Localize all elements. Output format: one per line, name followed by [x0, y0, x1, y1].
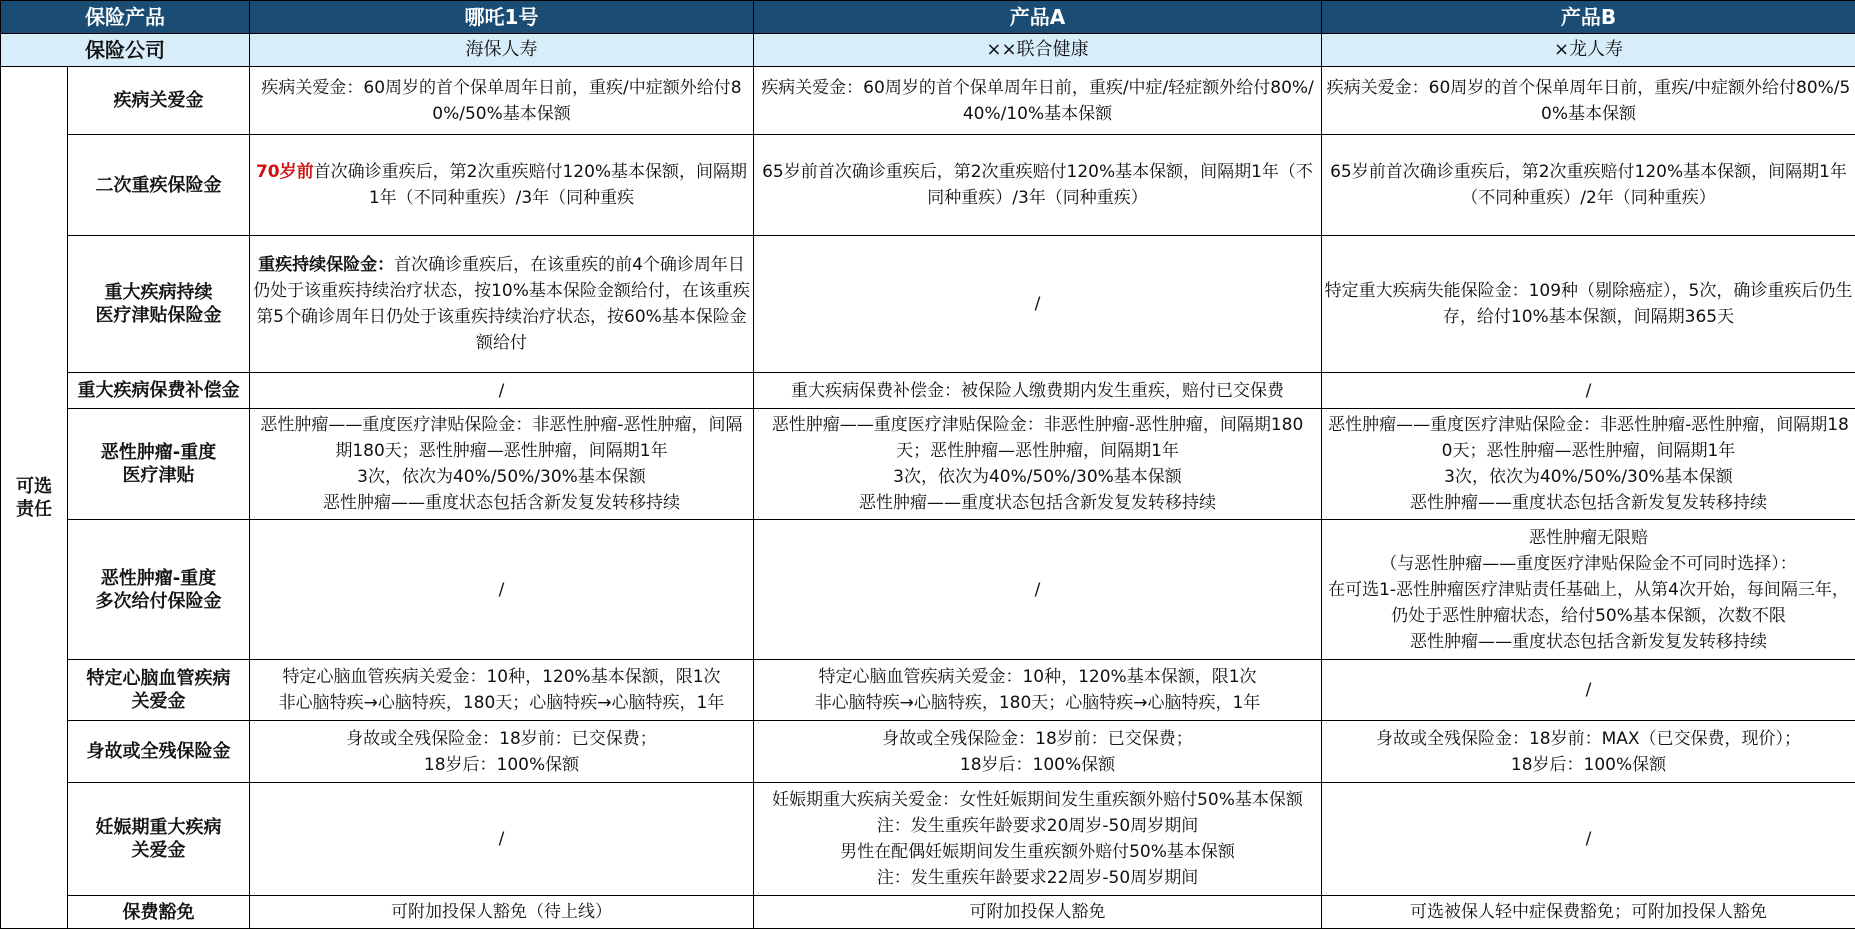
benefit-detail-cell: [754, 896, 1322, 929]
detail-line: 特定心脑血管疾病关爱金：10种，120%基本保额，限1次: [282, 667, 721, 687]
company-name: ××联合健康: [754, 34, 1322, 67]
header-row: [1, 1, 1855, 34]
benefit-label-line: 妊娠期重大疾病: [95, 817, 222, 838]
benefit-label-line: 二次重疾保险金: [95, 174, 222, 196]
detail-line: 非心脑特疾→心脑特疾，180天；心脑特疾→心脑特疾，1年: [278, 693, 725, 713]
detail-line: 恶性肿瘤——重度状态包括含新发复发转移持续: [1410, 631, 1767, 652]
detail-line: /: [1585, 680, 1592, 700]
detail-line: /: [1585, 829, 1592, 849]
detail-line: 恶性肿瘤——重度医疗津贴保险金：非恶性肿瘤-恶性肿瘤，间隔期180天；恶性肿瘤—恶性肿瘤，间隔期1年: [771, 415, 1304, 461]
benefit-label: [68, 783, 250, 896]
benefit-detail-cell: [1322, 135, 1855, 236]
benefit-detail-cell: [250, 236, 754, 373]
detail-line: 可附加投保人豁免（待上线）: [391, 902, 612, 922]
detail-line: 重大疾病保费补偿金：被保险人缴费期内发生重疾，赔付已交保费: [791, 380, 1284, 401]
benefit-detail-cell: [754, 409, 1322, 520]
benefit-row: [1, 783, 1855, 896]
benefit-detail-cell: [250, 660, 754, 721]
detail-line: [252, 252, 751, 356]
detail-line: 非心脑特疾→心脑特疾，180天；心脑特疾→心脑特疾，1年: [814, 693, 1261, 713]
detail-line: 18岁后：100%保额: [959, 754, 1116, 775]
detail-line: /: [498, 579, 505, 600]
benefit-detail-cell: [250, 520, 754, 660]
detail-line: 3次，依次为40%/50%/30%基本保额: [1444, 467, 1733, 487]
detail-line: /: [1034, 294, 1041, 314]
detail-line: 男性在配偶妊娠期间发生重疾额外赔付50%基本保额: [840, 842, 1235, 862]
detail-line: 65岁前首次确诊重疾后，第2次重疾赔付120%基本保额，间隔期1年（不同种重疾）/2年（同种重疾）: [1330, 162, 1847, 208]
benefit-detail-cell: [1322, 721, 1855, 783]
header-label: 保险产品: [1, 1, 250, 34]
benefit-row: [1, 660, 1855, 721]
product-name: 哪吒1号: [250, 1, 754, 34]
detail-line: 注：发生重疾年龄要求20周岁-50周岁期间: [876, 816, 1199, 836]
benefit-row: [1, 67, 1855, 135]
detail-title: 重疾持续保险金：: [258, 255, 395, 275]
benefit-detail-cell: [250, 783, 754, 896]
benefit-label-line: 保费豁免: [122, 901, 195, 923]
benefit-label-line: 关爱金: [131, 840, 186, 861]
benefit-detail-cell: [754, 721, 1322, 783]
detail-line: 在可选1-恶性肿瘤医疗津贴责任基础上，从第4次开始，每间隔三年，仍处于恶性肿瘤状态，给付50%基本保额，次数不限: [1328, 579, 1849, 626]
benefit-detail-cell: [1322, 520, 1855, 660]
company-name: ×龙人寿: [1322, 34, 1855, 67]
detail-line: 3次，依次为40%/50%/30%基本保额: [357, 467, 646, 487]
group-label: [1, 67, 68, 929]
benefit-detail-cell: [1322, 896, 1855, 929]
detail-line: /: [498, 380, 505, 401]
benefit-detail-cell: [754, 236, 1322, 373]
benefit-detail-cell: [754, 373, 1322, 409]
benefit-row: [1, 520, 1855, 660]
benefit-detail-cell: [250, 67, 754, 135]
benefit-row: [1, 896, 1855, 929]
detail-line: 妊娠期重大疾病关爱金：女性妊娠期间发生重疾额外赔付50%基本保额: [772, 790, 1303, 810]
detail-line: 恶性肿瘤——重度状态包括含新发复发转移持续: [323, 493, 680, 513]
benefit-label: [68, 236, 250, 373]
detail-line: 可选被保人轻中症保费豁免；可附加投保人豁免: [1410, 902, 1767, 922]
detail-line: 18岁后：100%保额: [423, 754, 580, 775]
detail-line: /: [1034, 579, 1041, 600]
benefit-detail-cell: [1322, 67, 1855, 135]
detail-line: 疾病关爱金：60周岁的首个保单周年日前，重疾/中症额外给付80%/50%基本保额: [1326, 77, 1851, 124]
detail-line: 特定心脑血管疾病关爱金：10种，120%基本保额，限1次: [818, 667, 1257, 687]
benefit-label-line: 医疗津贴: [122, 465, 195, 486]
benefit-label: [68, 721, 250, 783]
benefit-label-line: 恶性肿瘤-重度: [100, 442, 217, 463]
detail-line: 特定重大疾病失能保险金：109种（剔除癌症），5次，确诊重疾后仍生存，给付10%基本保额，间隔期365天: [1324, 281, 1853, 327]
detail-line: 恶性肿瘤——重度医疗津贴保险金：非恶性肿瘤-恶性肿瘤，间隔期180天；恶性肿瘤—恶性肿瘤，间隔期1年: [260, 415, 743, 461]
benefit-row: [1, 409, 1855, 520]
detail-line: [252, 159, 751, 211]
benefit-label-line: 重大疾病持续: [104, 282, 213, 303]
benefit-label: [68, 409, 250, 520]
benefit-label: [68, 373, 250, 409]
benefit-detail-cell: [1322, 409, 1855, 520]
benefit-row: [1, 236, 1855, 373]
group-label-line: 责任: [16, 498, 52, 520]
benefit-label-line: 疾病关爱金: [113, 90, 204, 111]
benefit-label-line: 身故或全残保险金: [86, 741, 231, 762]
benefit-detail-cell: [250, 721, 754, 783]
benefit-detail-cell: [250, 409, 754, 520]
benefit-detail-cell: [1322, 373, 1855, 409]
product-name: 产品B: [1322, 1, 1855, 34]
benefit-detail-cell: [1322, 236, 1855, 373]
group-label-line: 可选: [16, 475, 52, 497]
detail-line: 注：发生重疾年龄要求22周岁-50周岁期间: [876, 868, 1199, 888]
benefit-detail-cell: [1322, 660, 1855, 721]
benefit-label: [68, 660, 250, 721]
benefit-row: [1, 721, 1855, 783]
benefit-label-line: 多次给付保险金: [95, 590, 222, 612]
detail-line: 可附加投保人豁免: [969, 902, 1106, 922]
benefit-label-line: 特定心脑血管疾病: [86, 668, 231, 689]
detail-line: 身故或全残保险金：18岁前：MAX（已交保费，现价）；: [1375, 728, 1802, 749]
detail-line: /: [1585, 380, 1592, 401]
detail-line: 恶性肿瘤无限赔: [1529, 527, 1648, 548]
benefit-row: [1, 135, 1855, 236]
detail-line: 疾病关爱金：60周岁的首个保单周年日前，重疾/中症额外给付80%/50%基本保额: [261, 77, 742, 124]
detail-text: 首次确诊重疾后，在该重疾的前4个确诊周年日仍处于该重疾持续治疗状态，按10%基本保险金额给付，在该重疾第5个确诊周年日仍处于该重疾持续治疗状态，按60%基本保险金额给付: [253, 255, 750, 353]
benefit-detail-cell: [250, 896, 754, 929]
company-label: 保险公司: [1, 34, 250, 67]
benefit-detail-cell: [754, 660, 1322, 721]
benefit-detail-cell: [1322, 783, 1855, 896]
detail-line: 恶性肿瘤——重度状态包括含新发复发转移持续: [859, 493, 1216, 513]
detail-line: 疾病关爱金：60周岁的首个保单周年日前，重疾/中症/轻症额外给付80%/40%/10%基本保额: [761, 77, 1314, 124]
benefit-label: [68, 67, 250, 135]
benefit-detail-cell: [754, 135, 1322, 236]
company-row: [1, 34, 1855, 67]
company-name: 海保人寿: [250, 34, 754, 67]
benefit-detail-cell: [754, 783, 1322, 896]
detail-line: /: [498, 829, 505, 849]
detail-line: 身故或全残保险金：18岁前：已交保费；: [346, 728, 657, 749]
detail-line: 3次，依次为40%/50%/30%基本保额: [893, 467, 1182, 487]
detail-line: （与恶性肿瘤——重度医疗津贴保险金不可同时选择）：: [1380, 553, 1797, 574]
detail-line: 恶性肿瘤——重度医疗津贴保险金：非恶性肿瘤-恶性肿瘤，间隔期180天；恶性肿瘤—恶性肿瘤，间隔期1年: [1328, 415, 1849, 461]
benefit-row: [1, 373, 1855, 409]
benefit-label-line: 重大疾病保费补偿金: [77, 380, 240, 401]
detail-line: 18岁后：100%保额: [1510, 754, 1667, 775]
detail-line: 恶性肿瘤——重度状态包括含新发复发转移持续: [1410, 493, 1767, 513]
detail-line: 65岁前首次确诊重疾后，第2次重疾赔付120%基本保额，间隔期1年（不同种重疾）/3年（同种重疾）: [762, 162, 1313, 208]
benefit-detail-cell: [754, 520, 1322, 660]
benefit-label: [68, 135, 250, 236]
benefit-detail-cell: [250, 135, 754, 236]
benefit-label-line: 医疗津贴保险金: [95, 305, 222, 326]
benefit-label-line: 恶性肿瘤-重度: [100, 567, 217, 589]
highlight-age-text: 70岁前: [255, 162, 314, 182]
benefit-label: [68, 520, 250, 660]
benefit-label: [68, 896, 250, 929]
detail-line: 身故或全残保险金：18岁前：已交保费；: [882, 728, 1193, 749]
benefit-label-line: 关爱金: [131, 691, 186, 712]
benefit-detail-cell: [754, 67, 1322, 135]
detail-text: 首次确诊重疾后，第2次重疾赔付120%基本保额，间隔期1年（不同种重疾）/3年（同种重疾: [313, 162, 748, 208]
benefit-detail-cell: [250, 373, 754, 409]
product-name: 产品A: [754, 1, 1322, 34]
